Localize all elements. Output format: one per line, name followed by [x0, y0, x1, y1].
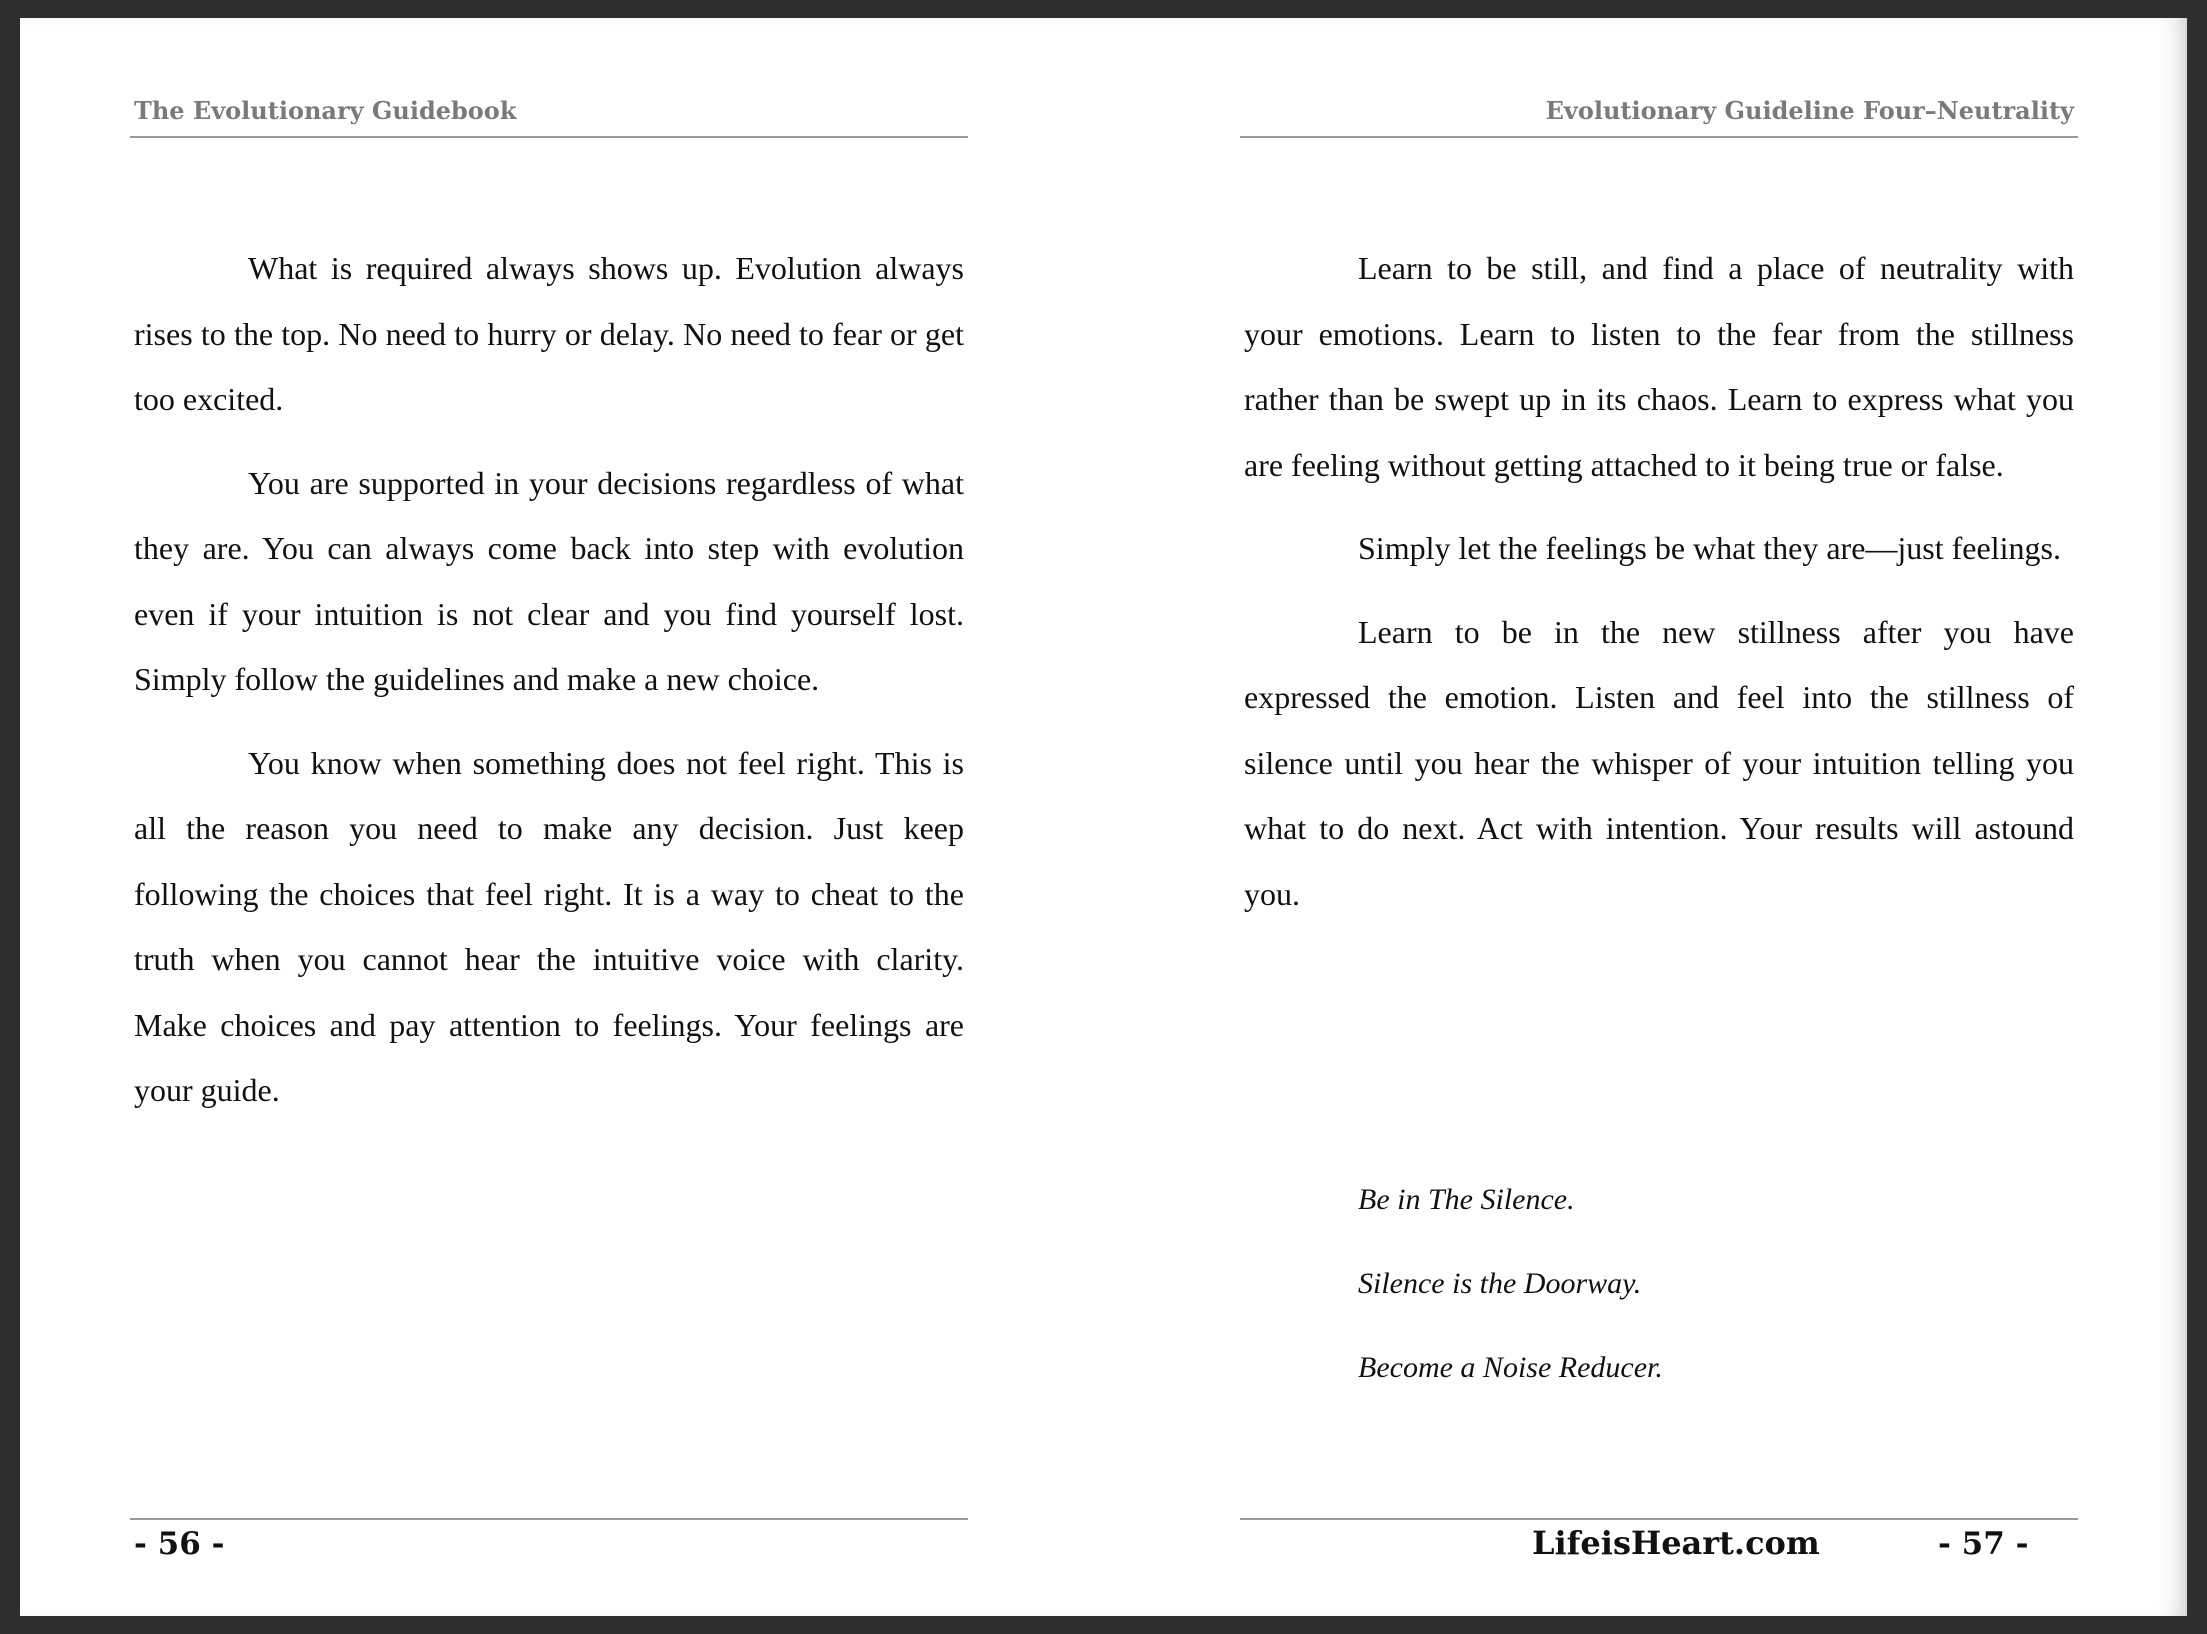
affirmation-line: Be in The Silence.	[1358, 1183, 1575, 1216]
running-header-right	[1240, 96, 2078, 138]
left-body-text	[134, 236, 964, 1142]
paragraph: What is required always shows up. Evolution always rises to the top. No need to hurry or delay. No need to fear or get too excited.	[134, 250, 964, 417]
left-page	[130, 18, 968, 1616]
footer-divider	[1240, 1518, 2078, 1520]
website-name: LifeisHeart.com	[1532, 1524, 1820, 1562]
italic-affirmations	[1358, 1158, 1663, 1410]
paragraph: Learn to be in the new stillness after you have expressed the emotion. Listen and feel into the stillness of silence until you hear the whisper of your intuition telling you what to do next. Act with intention. Your results will astound you.	[1244, 613, 2074, 912]
page-number-right: - 57 -	[1938, 1526, 2029, 1562]
right-body-text	[1244, 236, 2074, 945]
affirmation-line: Become a Noise Reducer.	[1358, 1351, 1663, 1384]
paragraph: You are supported in your decisions regardless of what they are. You can always come back into step with evolution even if your intuition is not clear and you find yourself lost. Simply follow the guidelines and make a new choice.	[134, 464, 964, 697]
paragraph: Simply let the feelings be what they are—just feelings.	[1358, 530, 2061, 566]
paragraph: Learn to be still, and find a place of neutrality with your emotions. Learn to listen to the fear from the stillness rather than be swept up in its chaos. Learn to express what you are feeling without getting attached to it being true or false.	[1244, 250, 2074, 483]
running-header-left	[130, 96, 968, 138]
chapter-title: Evolutionary Guideline Four–Neutrality	[1545, 96, 2074, 125]
book-title: The Evolutionary Guidebook	[134, 96, 517, 125]
right-page	[1240, 18, 2078, 1616]
book-spread	[20, 18, 2187, 1616]
page-number-left: - 56 -	[134, 1526, 225, 1562]
affirmation-line: Silence is the Doorway.	[1358, 1267, 1642, 1300]
paragraph: You know when something does not feel right. This is all the reason you need to make any decision. Just keep following the choices that feel right. It is a way to cheat to the truth when you cannot hear the intuitive voice with clarity. Make choices and pay attention to feelings. Your feelings are your guide.	[134, 744, 964, 1108]
footer-divider	[130, 1518, 968, 1520]
